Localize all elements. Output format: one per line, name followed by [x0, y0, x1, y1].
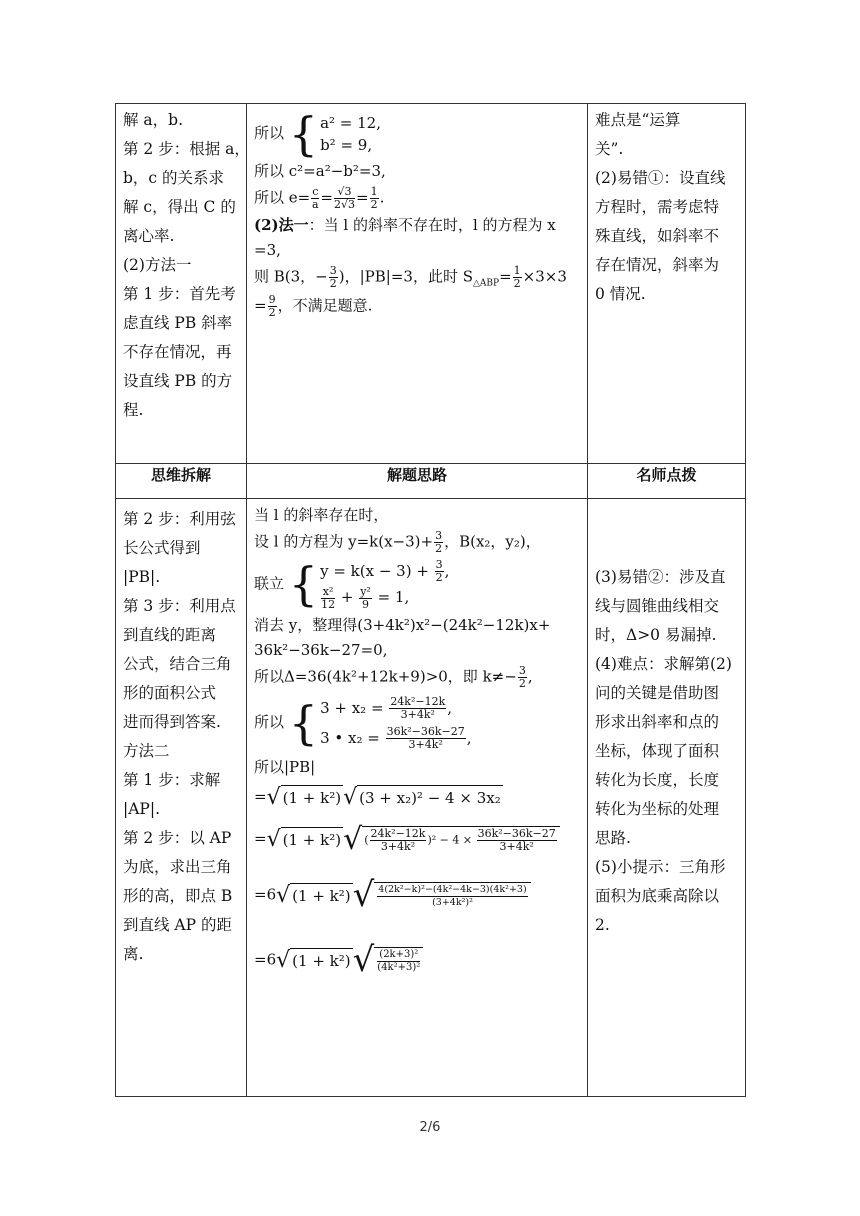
text-line: 第 3 步：利用点 — [123, 597, 236, 615]
text-line: 转化为长度，长度 — [595, 771, 720, 789]
formula-line: 所以|PB| — [254, 757, 316, 776]
tips-cell — [588, 104, 746, 464]
text-line: 公式，结合三角 — [123, 655, 232, 673]
column-header-tips: 名师点拨 — [588, 464, 746, 499]
text-line: 虑直线 PB 斜率 — [123, 314, 233, 332]
tips-cell — [588, 499, 746, 1097]
text-line: 转化为坐标的处理 — [595, 800, 720, 818]
text-line: (2)易错①：设直线 — [595, 169, 726, 187]
text-line: 形的高，即点 B — [123, 887, 233, 905]
text-line: 为底，求出三角 — [123, 858, 232, 876]
formula-line: =6 √ (1 + k²) √ $\frac{\text{4(2k²−k)²−(4k²−4k−3)(4k²+3)}}{\text{(3+4k²)²}}$ — [254, 870, 580, 921]
text-line: 离心率. — [123, 227, 175, 245]
text-line: 殊直线，如斜率不 — [595, 227, 720, 245]
system-row: b² = 9, — [320, 136, 373, 154]
text-line: 解 c，得出 C 的 — [123, 198, 236, 216]
solution-cell — [247, 104, 588, 464]
table-header-row — [116, 464, 746, 499]
text-line: b，c 的关系求 — [123, 169, 225, 187]
formula-line: = $\frac{9}{2}$ ，不满足题意. — [254, 292, 373, 319]
text-line: 到直线 AP 的距 — [123, 916, 232, 934]
text-line: 设直线 PB 的方 — [123, 372, 233, 390]
text-line: 问的关键是借助图 — [595, 684, 720, 702]
text-line: 程. — [123, 401, 144, 419]
text-line: 进而得到答案. — [123, 713, 221, 731]
text-line: 第 2 步：以 AP — [123, 829, 232, 847]
text-line: 0 情况. — [595, 285, 646, 303]
text-line: (2)方法一 — [123, 256, 192, 274]
text-line: |PB|. — [123, 568, 161, 586]
text-line: 第 1 步：首先考 — [123, 285, 236, 303]
table-row — [116, 104, 746, 464]
text-line: 思路. — [595, 829, 631, 847]
formula-line: 所以 c²=a²−b²=3, — [254, 162, 386, 180]
formula-line: 则 B(3，− $\frac{3}{2}$ )，|PB|=3，此时 $S_{\triangle ABP}=$ $\frac{1}{2}$ ×3×3 — [254, 263, 567, 290]
text-line: 面积为底乘高除以 — [595, 887, 720, 905]
equation-system-line: 联立 { y = k(x − 3) + $\frac{3}{2}$ , $\frac{\text{x²}}{12}$ + $\frac{\text{y²}}{9}$ = 1, — [254, 557, 450, 611]
formula-line: = √ (1 + k²) √ (3 + x₂)² − 4 × 3x₂ — [254, 785, 501, 810]
column-header-solution: 解题思路 — [247, 464, 588, 499]
method-line: (2)法一：当 l 的斜率不存在时，l 的方程为 x — [254, 215, 556, 234]
text-line: 时，Δ>0 易漏掉. — [595, 626, 717, 644]
formula-line: =3, — [254, 241, 281, 259]
text-line: |AP|. — [123, 800, 160, 818]
system-prefix: 所以 — [254, 124, 285, 142]
method-label: (2)法一 — [254, 215, 309, 234]
equation-system: { y = k(x − 3) + $\frac{3}{2}$ , $\frac{\text{x²}}{12}$ + $\frac{\text{y²}}{9}$ = 1, — [288, 557, 450, 611]
formula-line: 当 l 的斜率存在时， — [254, 506, 389, 524]
table-row — [116, 499, 746, 1097]
text-line: 方法二 — [123, 742, 170, 760]
text-line: 不存在情况，再 — [123, 343, 232, 361]
text-line: (3)易错②：涉及直 — [595, 568, 726, 586]
text-line: 长公式得到 — [123, 539, 201, 557]
text-line: 离. — [123, 945, 144, 963]
text-line: 到直线的距离 — [123, 626, 217, 644]
solution-table — [115, 103, 746, 1097]
thinking-cell — [116, 104, 250, 464]
formula-line: 所以Δ=36(4k²+12k+9)>0，即 k≠− $\frac{3}{2}$ , — [254, 663, 533, 690]
page-number: 2/6 — [419, 1120, 441, 1135]
formula-line: 36k²−36k−27=0, — [254, 641, 388, 659]
system-row: a² = 12, — [320, 114, 381, 132]
text-line: 关”. — [595, 140, 624, 158]
text-line: (4)难点：求解第(2) — [595, 655, 732, 673]
text-line: 存在情况，斜率为 — [595, 256, 720, 274]
text-line: 线与圆锥曲线相交 — [595, 597, 720, 615]
equation-system: { 3 + x₂ = $\frac{\text{24k²−12k}}{\text{3+4k²}}$ , 3 • x₂ = $\frac{\text{36k²−36k−27}}{\text{3+4k²}}$ , — [288, 695, 472, 751]
formula-line: 设 l 的方程为 y=k(x−3)+ $\frac{3}{2}$ ，B(x₂，y₂)， — [254, 528, 541, 555]
text-line: 坐标，体现了面积 — [595, 742, 720, 760]
formula-line: 所以 e= $\frac{c}{a}$ = $\frac{√3}{2√3}$ = $\frac{1}{2}$ . — [254, 184, 385, 211]
equation-system-line: 所以 { 3 + x₂ = $\frac{\text{24k²−12k}}{\text{3+4k²}}$ , 3 • x₂ = $\frac{\text{36k²−36k−27}}{\text{3+4k²}}$ , — [254, 693, 580, 753]
column-header-thinking: 思维拆解 — [116, 464, 247, 499]
text-line: 第 2 步：利用弦 — [123, 510, 236, 528]
text-line: 难点是“运算 — [595, 111, 681, 129]
text-line: 解 a，b. — [123, 111, 184, 129]
text-line: 方程时，需考虑特 — [595, 198, 720, 216]
text-line: 第 2 步：根据 a， — [123, 140, 250, 158]
thinking-cell — [116, 499, 247, 1097]
formula-line: = √ (1 + k²) √ ( $\frac{\text{24k²−12k}}{\text{3+4k²}}$ )² − 4 × $\frac{\text{36k²−36k−27}}{\text{3+4k²}}$ — [254, 817, 580, 862]
text-line: (5)小提示：三角形 — [595, 858, 726, 876]
solution-cell — [247, 499, 588, 1097]
text-line: 2. — [595, 916, 610, 934]
formula-line: =6 √ (1 + k²) √ $\frac{\text{(2k+3)²}}{\text{(4k²+3)²}}$ — [254, 935, 580, 986]
text-line: 第 1 步：求解 — [123, 771, 221, 789]
text-line: 形的面积公式 — [123, 684, 217, 702]
formula-line: 消去 y，整理得(3+4k²)x²−(24k²−12k)x+ — [254, 615, 551, 634]
equation-system: { a² = 12, b² = 9, — [288, 107, 381, 161]
text-line: 形求出斜率和点的 — [595, 713, 720, 731]
